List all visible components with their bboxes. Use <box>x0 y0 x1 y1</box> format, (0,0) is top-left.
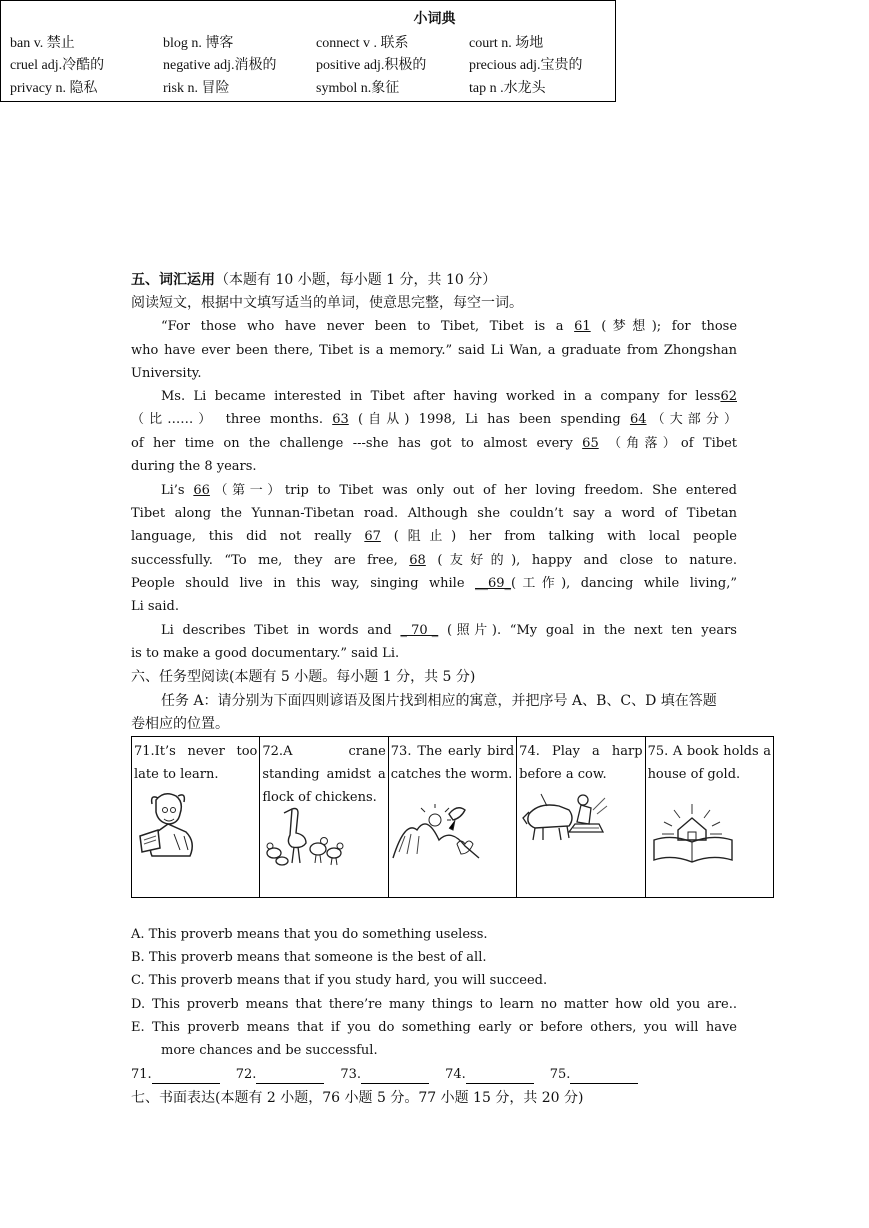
dict-entry: connect v . 联系 <box>316 36 409 51</box>
blank-61: 61 <box>574 319 591 334</box>
passage-line: Tibet along the Yunnan-Tibetan road. Although she couldn’t say a word of Tibetan <box>131 506 737 521</box>
proverb-text: 71.It’s never too late to learn. <box>134 744 258 782</box>
proverbs-table <box>131 736 774 898</box>
crane-and-chickens-icon <box>262 805 352 867</box>
proverb-text: 72.A crane standing amidst a flock of chickens. <box>262 744 386 805</box>
passage-line: who have ever been there, Tibet is a memory.” said Li Wan, a graduate from Zhongshan <box>131 343 737 358</box>
bird-sunrise-icon <box>391 800 481 862</box>
book-house-icon <box>648 800 738 864</box>
dict-entry: tap n .水龙头 <box>469 81 546 96</box>
dict-entry: positive adj.积极的 <box>316 58 427 73</box>
old-man-reading-icon <box>134 790 212 858</box>
passage-line: Li said. <box>131 599 179 614</box>
section5-instruction: 阅读短文，根据中文填写适当的单词，使意思完整，每空一词。 <box>131 295 523 311</box>
answer-blank-71[interactable] <box>152 1069 220 1084</box>
answer-label: 73. <box>340 1067 362 1082</box>
blank-66: 66 <box>193 483 210 498</box>
blank-68: 68 <box>409 553 426 568</box>
option-e: E. This proverb means that if you do something early or before others, you will have <box>131 1020 737 1035</box>
harp-cow-icon <box>519 788 609 844</box>
answer-label: 75. <box>549 1067 571 1082</box>
dict-entry: precious adj.宝贵的 <box>469 58 583 73</box>
passage-line: Li describes Tibet in words and _ 70 _ (照片). “My goal in the next ten years <box>161 623 737 638</box>
section5-heading-bold: 五、词汇运用 <box>131 272 215 288</box>
answer-label: 71. <box>131 1067 152 1082</box>
dict-entry: ban v. 禁止 <box>10 36 75 51</box>
dict-entry: risk n. 冒险 <box>163 81 230 96</box>
section5-heading-rest: （本题有 10 小题，每小题 1 分，共 10 分） <box>215 272 497 288</box>
answer-blank-72[interactable] <box>256 1069 324 1084</box>
passage-line: University. <box>131 366 202 381</box>
proverb-text: 75. A book holds a house of gold. <box>647 744 771 782</box>
answer-line <box>131 1066 737 1084</box>
answer-blank-73[interactable] <box>361 1069 429 1084</box>
section6-heading: 六、任务型阅读(本题有 5 小题。每小题 1 分，共 5 分) <box>131 669 476 685</box>
blank-64: 64 <box>629 412 647 427</box>
option-b: B. This proverb means that someone is the best of all. <box>131 950 487 965</box>
blank-70: _ 70 _ <box>400 623 439 638</box>
section6-task: 任务 A：请分别为下面四则谚语及图片找到相应的寓意，并把序号 A、B、C、D 填在答题 <box>161 693 717 709</box>
blank-69: __69_ <box>475 576 512 591</box>
option-c: C. This proverb means that if you study hard, you will succeed. <box>131 973 548 988</box>
dictionary-title: 小词典 <box>413 11 456 27</box>
blank-63: 63 <box>332 412 349 427</box>
passage-line: People should live in this way, singing while __69_(工作), dancing while living,” <box>131 576 737 591</box>
blank-65: 65 <box>582 436 599 451</box>
proverb-text: 73. The early bird catches the worm. <box>390 744 515 782</box>
dict-entry: cruel adj.冷酷的 <box>10 58 105 73</box>
section5-heading <box>131 271 737 289</box>
answer-blank-75[interactable] <box>570 1069 638 1084</box>
proverb-cell <box>517 737 645 898</box>
section7-heading: 七、书面表达(本题有 2 小题，76 小题 5 分。77 小题 15 分，共 20 分) <box>131 1090 584 1106</box>
passage-line: language, this did not really 67 (阻止) her from talking with local people <box>131 529 737 544</box>
section6-task-cont: 卷相应的位置。 <box>131 716 229 732</box>
dict-entry: privacy n. 隐私 <box>10 81 98 96</box>
option-e-cont: more chances and be successful. <box>161 1043 378 1058</box>
blank-62: 62 <box>720 389 737 404</box>
option-a: A. This proverb means that you do something useless. <box>131 927 488 942</box>
passage-line: is to make a good documentary.” said Li. <box>131 646 400 661</box>
passage-line: of her time on the challenge ---she has got to almost every 65 （角落）of Tibet <box>131 436 737 451</box>
passage-line: Li’s 66（第一）trip to Tibet was only out of her loving freedom. She entered <box>161 483 737 498</box>
proverb-cell <box>388 737 516 898</box>
dictionary-box <box>0 0 616 102</box>
dict-entry: symbol n.象征 <box>316 81 400 96</box>
passage-line: “For those who have never been to Tibet, Tibet is a 61 (梦想); for those <box>161 319 738 334</box>
answer-label: 74. <box>445 1067 466 1082</box>
option-d: D. This proverb means that there’re many things to learn no matter how old you are.. <box>131 997 737 1012</box>
passage-line: （比……） three months. 63 (自从) 1998, Li has been spending 64（大部分） <box>131 412 737 427</box>
answer-label: 72. <box>235 1067 257 1082</box>
proverb-cell <box>132 737 260 898</box>
passage-line: Ms. Li became interested in Tibet after having worked in a company for less62 <box>161 389 737 404</box>
blank-67: 67 <box>364 529 381 544</box>
dict-entry: negative adj.消极的 <box>163 58 277 73</box>
proverb-text: 74. Play a harp before a cow. <box>519 744 643 782</box>
proverb-cell <box>645 737 773 898</box>
passage-line: successfully. “To me, they are free, 68 (友好的), happy and close to nature. <box>131 553 737 568</box>
answer-blank-74[interactable] <box>466 1069 534 1084</box>
dict-entry: blog n. 博客 <box>163 36 234 51</box>
proverb-cell <box>260 737 388 898</box>
dict-entry: court n. 场地 <box>469 36 544 51</box>
passage-line: during the 8 years. <box>131 459 257 474</box>
